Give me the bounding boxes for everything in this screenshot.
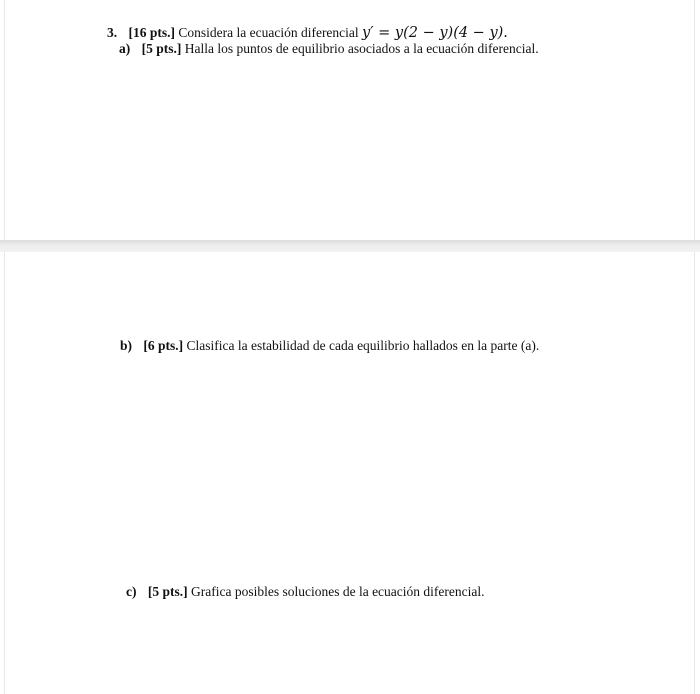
part-a-text: Halla los puntos de equilibrio asociados a la ecuación diferencial. bbox=[184, 41, 539, 56]
part-b bbox=[120, 338, 539, 354]
part-a bbox=[119, 41, 539, 57]
part-c-points: [5 pts.] bbox=[147, 584, 188, 599]
part-c-text: Grafica posibles soluciones de la ecuación diferencial. bbox=[191, 584, 485, 599]
question-header bbox=[107, 25, 508, 41]
page-left-edge bbox=[4, 0, 5, 694]
question-points: [16 pts.] bbox=[128, 25, 175, 40]
part-b-points: [6 pts.] bbox=[143, 338, 184, 353]
part-c bbox=[126, 584, 485, 600]
part-b-letter: b) bbox=[120, 338, 133, 353]
part-c-letter: c) bbox=[126, 584, 137, 599]
question-number: 3. bbox=[107, 25, 118, 40]
part-a-points: [5 pts.] bbox=[141, 41, 182, 56]
page-right-edge bbox=[694, 0, 695, 694]
question-equation: y′ = y(2 − y)(4 − y). bbox=[362, 25, 508, 41]
part-b-text: Clasifica la estabilidad de cada equilibrio hallados en la parte (a). bbox=[186, 338, 540, 353]
section-divider bbox=[0, 240, 700, 252]
question-text: Considera la ecuación diferencial bbox=[178, 25, 359, 40]
part-a-letter: a) bbox=[119, 41, 131, 56]
